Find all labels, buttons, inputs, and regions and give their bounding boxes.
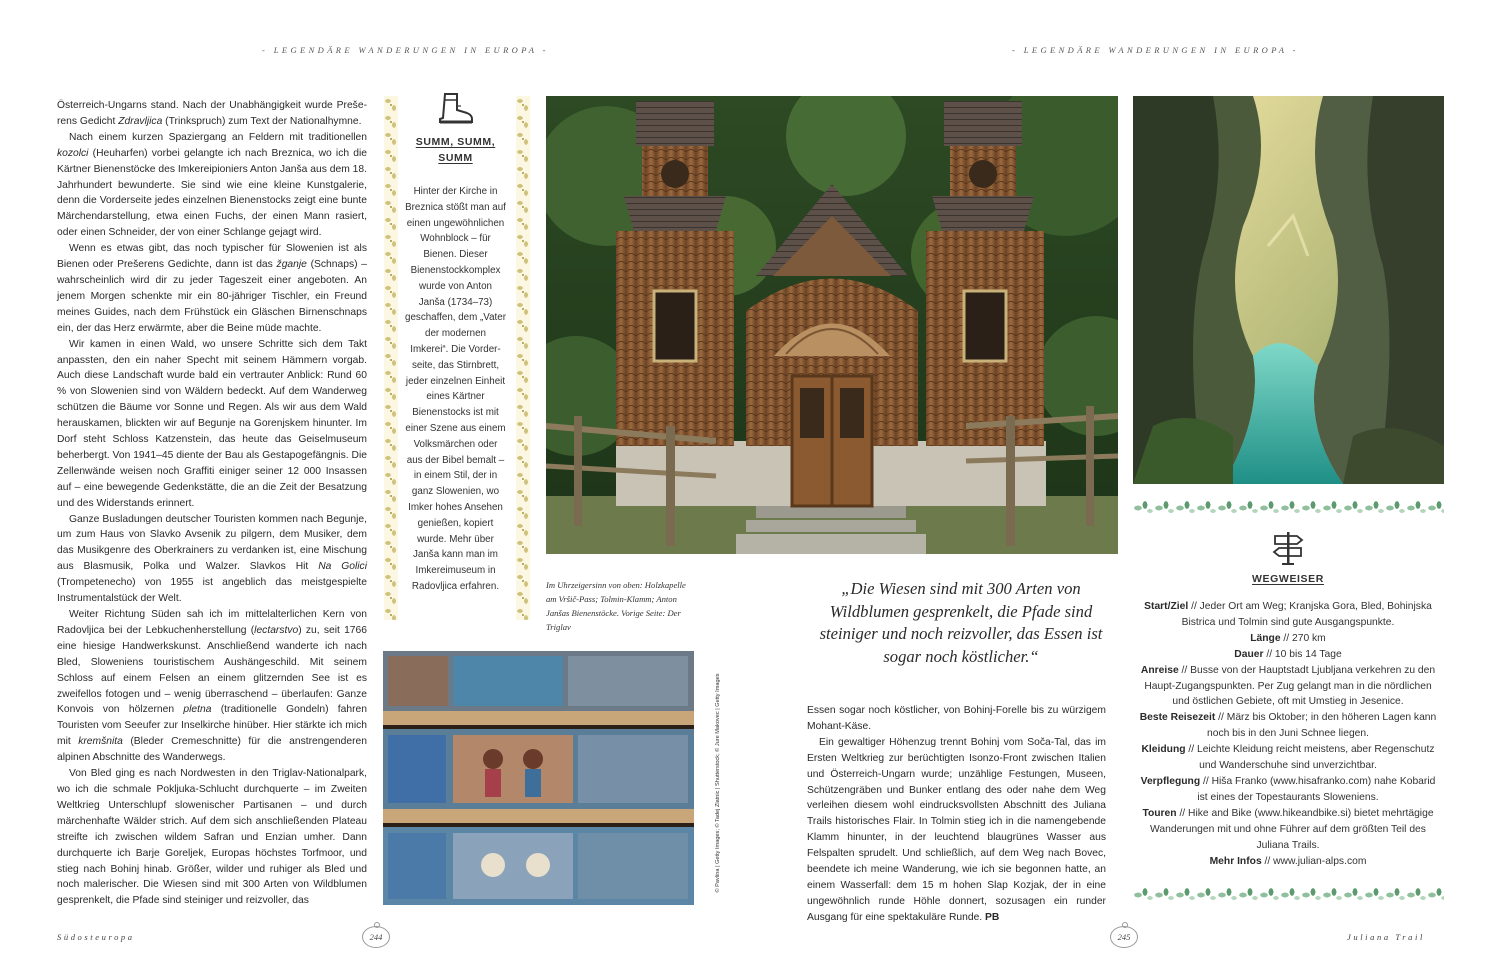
paragraph: Österreich-Ungarns stand. Nach der Unabhängigkeit wurde Prešerens Gedicht Zdravljica (Trinkspruch) zum Text der Nationalhymne. xyxy=(57,100,367,127)
page-number-left: 244 xyxy=(362,926,390,948)
vine-border-left xyxy=(384,96,398,620)
footer-section-left: Südosteuropa xyxy=(57,932,135,942)
running-head-right: - LEGENDÄRE WANDERUNGEN IN EUROPA - xyxy=(1012,45,1299,55)
info-entry: Start/Ziel // Jeder Ort am Weg; Kranjska Gora, Bled, Bohinjska Bistrica und Tolmin sind gute Ausgangspunkte. xyxy=(1144,601,1432,628)
main-text-column xyxy=(57,98,367,909)
paragraph: Von Bled ging es nach Nordwesten in den Triglav-Nationalpark, wo ich die schmale Pokljuka-Schlucht durchquerte – im Zweiten Weltkrieg Unterschlupf slowenischer Partisanen – und durch märchenhafte Wälder strich. Auf dem sich anschließenden Plateau streifte ich zwischen wildem Safran und Enzian umher. Dann durchquerte ich Barje Goreljek, Europas höchstes Torfmoor, und stieg nach Bohinj hinab. Größer, wilder und ruhiger als Bled und noch malerischer. Die Wiesen sind mit 300 Arten von Wildblumen gesprenkelt, die Pfade sind steiniger und reizvoller, das xyxy=(57,768,367,907)
leaf-border-bottom xyxy=(1132,887,1444,903)
running-head-left: - LEGENDÄRE WANDERUNGEN IN EUROPA - xyxy=(262,45,549,55)
right-text-column xyxy=(807,703,1106,926)
info-entry: Anreise // Busse von der Hauptstadt Ljubljana verkehren zu den Haupt-Zugangspunkten. Per Zug gelangt man in die nördlichen und östlichen Gebiete, oft mit Umstieg in Jesenice. xyxy=(1140,664,1436,708)
info-entry: Verpflegung // Hiša Franko (www.hisafranko.com) nahe Kobarid ist eines der Topestaurants Sloweniens. xyxy=(1140,775,1436,803)
paragraph: Wir kamen in einen Wald, wo unsere Schritte sich dem Takt anpassten, den ein naher Specht mit seinem Hämmern vorgab. Auch diese Landschaft wurde bald ein vertrauter Anblick: Rund 60 % von Slowenien sind von Wäldern bedeckt. Auf dem Wanderweg schützen die Bäume vor Sonne und Regen. Als wir aus dem Wald herauskamen, blickten wir auf Begunje na Gorenjskem hinunter. Im Dorf steht Schloss Katzenstein, das heute das Geiselmuseum beherbergt. Von 1941–45 diente der Bau als Gestapogefängnis. Die Zellenwände weisen noch Graffiti einiger seiner 12 000 Insassen auf – eine bewegende Gedenkstätte, die an die Zeit der Besatzung und des Widerstands erinnert. xyxy=(57,338,367,509)
info-body xyxy=(1136,599,1440,869)
info-entry: Mehr Infos // www.julian-alps.com xyxy=(1209,855,1367,867)
info-title: WEGWEISER xyxy=(1252,573,1324,585)
photo-wooden-chapel xyxy=(546,96,1118,554)
info-entry: Touren // Hike and Bike (www.hikeandbike.si) bietet mehrtägige Wanderungen mit und ohne Führer auf dem größten Teil des Juliana Trails. xyxy=(1142,807,1434,851)
info-entry: Dauer // 10 bis 14 Tage xyxy=(1234,648,1342,660)
paragraph: Weiter Richtung Süden sah ich im mittelalterlichen Kern von Radovljica bei der Lebkuchenherstellung (lectarstvo) zu, seit 1766 eine hiesige Handwerkskunst. Anschließend wanderte ich nach Bled, Sloweniens touristischem Aushängeschild. Mit seinem Schloss auf einem Felsen an einem glitzernden See ist es zweifellos fotogen und – wenig überraschend – überlaufen: Ganze Konvois von hölzernen pletna (traditionelle Gondeln) fahren Touristen vom Seeufer zur Inselkirche hinüber. Hier stärkte ich mich mit kremšnita (Bleder Cremeschnitte) für die anstrengenderen alpinen Abschnitte des Wanderwegs. xyxy=(57,609,367,764)
sidebar-box xyxy=(405,92,506,595)
paragraph: Essen sogar noch köstlicher, von Bohinj-Forelle bis zu würzigem Mohant-Käse. xyxy=(807,705,1106,732)
photo-painted-beehives xyxy=(383,651,694,905)
leaf-border-top xyxy=(1132,500,1444,516)
footer-section-right: Juliana Trail xyxy=(1347,932,1425,942)
author-initials: PB xyxy=(985,911,1000,923)
photo-caption: Im Uhrzeigersinn von oben: Holzkapelle am Vršič-Pass; Tolmin-Klamm; Anton Janšas Bienenstöcke. Vorige Seite: Der Triglav xyxy=(546,580,686,632)
page-number-right: 245 xyxy=(1110,926,1138,948)
paragraph: Wenn es etwas gibt, das noch typischer für Slowenien ist als Bienen oder Prešerens Gedichte, dann ist das žganje (Schnaps) – wahrscheinlich wird dir zu jeder Tageszeit einer angeboten. An jenem Morgen schenkte mir ein 80-jähriger Tischler, ein Freund meines Guides, nach dem Frühstück ein Gläschen Birnenschnaps ein, der das Herz erwärmte, aber die Beine müde machte. xyxy=(57,243,367,334)
info-entry: Länge // 270 km xyxy=(1250,632,1326,644)
sidebar-title: SUMM, SUMM, SUMM xyxy=(415,136,496,164)
paragraph: Ganze Busladungen deutscher Touristen kommen nach Begunje, um zum Haus von Slavko Avsenik zu pilgern, dem Musiker, dem das Musikgenre des Oberkrainers zu verdanken ist, eine Mischung aus Blasmusik, Polka und Walzer. Slavkos Hit Na Golici (Trompetenecho) von 1955 ist angeblich das meistgespielte Instrumentalstück der Welt. xyxy=(57,513,367,605)
sidebar-text: Hinter der Kirche in Breznica stößt man auf einen ungewöhnlichen Wohnblock – für Bienen. Dieser Bienenstockkomplex wurde von Anton Janša (1734–73) geschaffen, dem „Vater der modernen Imkerei“. Die Vorderseite, das Stirnbrett, jeder einzelnen Einheit eines Kärtner Bienenstocks ist mit einer Szene aus einem Volksmärchen oder aus der Bibel bemalt – in einem Stil, der in ganz Slowenien, wo Imker hohes Ansehen genießen, kopiert wurde. Mehr über Janša kann man im Imkereimuseum in Radovljica erfahren. xyxy=(405,186,506,592)
info-entry: Kleidung // Leichte Kleidung reicht meistens, aber Regenschutz und Wanderschuhe sind unverzichtbar. xyxy=(1141,744,1435,772)
signpost-icon xyxy=(1136,530,1440,566)
photo-credits: © Pavlina | Getty Images; © Tadej Zlatnic | Shutterstock; © Jure Makovec | Getty Images xyxy=(715,673,721,893)
vine-border-right xyxy=(516,96,530,620)
paragraph: Ein gewaltiger Höhenzug trennt Bohinj vom Soča-Tal, das im Ersten Weltkrieg zur berüchtigten Isonzo-Front zwischen Italien und Österreich-Ungarn wurde; unzählige Festungen, Museen, Schützengräben und Bunker entlang des oder nahe dem Weg verleihen diesem wohl eindrucksvollsten Abschnitt des Juliana Trails historisches Flair. In Tolmin stieg ich in die namengebende Klamm hinunter, in der leuchtend blaugrünes Wasser aus Felspalten sprudelt. Und schließlich, auf dem Weg nach Bovec, beendete ich meine Wanderung, wie ich sie begonnen hatte, an einem Wasserfall: dem 15 m hohen Slap Kozjak, der in eine ungewöhnlich runde Höhle donnert, sozusagen ein runder Ausgang für eine spektakuläre Runde. PB xyxy=(807,736,1106,923)
info-entry: Beste Reisezeit // März bis Oktober; in den höheren Lagen kann noch bis in den Juni Schnee liegen. xyxy=(1139,712,1437,740)
photo-tolmin-gorge xyxy=(1133,96,1444,484)
info-box xyxy=(1136,530,1440,869)
paragraph: Nach einem kurzen Spaziergang an Feldern mit traditionellen kozolci (Heuharfen) vorbei gelangte ich nach Breznica, wo ich die Kärtner Bienenstöcke des Imkereipioniers Anton Janša aus dem 18. Jahrhundert bewunderte. Sie sind wie eine kleine Kunstgalerie, denn die Vorderseite jedes einzelnen Bienenstocks zeigt eine bunte Märchendarstellung, etwa einen Fuchs, der einen Mann rasiert, oder einen Schneider, der von einer Schlange gejagt wird. xyxy=(57,131,367,239)
pull-quote: „Die Wiesen sind mit 300 Arten von Wildblumen gesprenkelt, die Pfade sind steiniger und noch reizvoller, das Essen ist sogar noch köstlicher.“ xyxy=(819,579,1103,666)
hiking-boot-icon xyxy=(405,92,506,128)
